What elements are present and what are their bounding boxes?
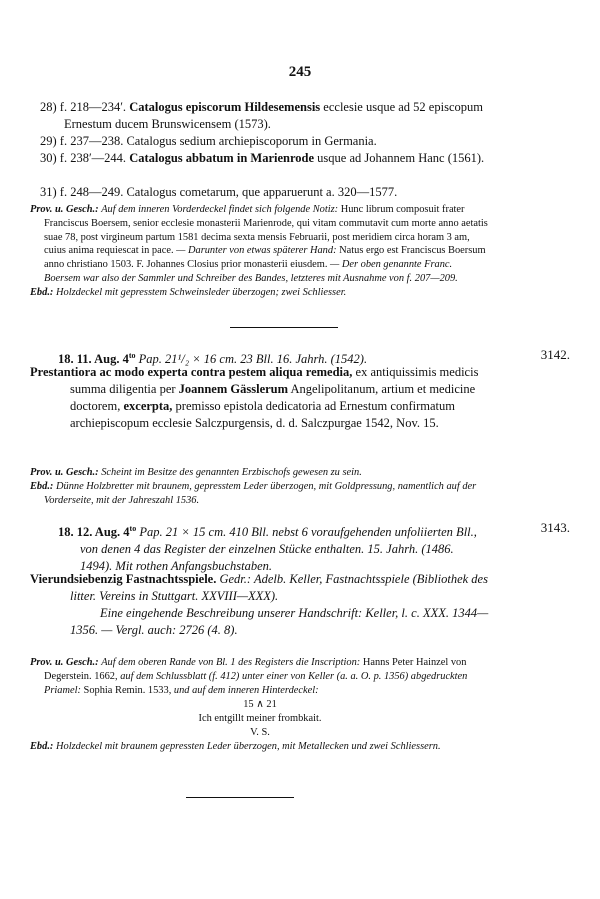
entry-shelfmark: 18. 11. Aug. 4 bbox=[58, 352, 129, 367]
catalogue-item-29 bbox=[40, 133, 495, 150]
item-number: 30) f. 238′—244. bbox=[40, 151, 127, 165]
catalogue-item-28 bbox=[40, 99, 495, 133]
format-sup: to bbox=[128, 351, 136, 360]
binding-label: Ebd.: bbox=[30, 480, 54, 492]
note-italic: auf dem Schlussblatt (f. 412) unter einer von Keller (a. a. O. p. 1356) abgedruckten Priamel: bbox=[44, 670, 468, 696]
entry-title bbox=[30, 364, 490, 432]
entry-number: 3142. bbox=[540, 347, 570, 362]
item-title: Catalogus episcorum Hildesemensis bbox=[129, 100, 321, 114]
note-italic: Auf dem inneren Vorderdeckel findet sich folgende Notiz: bbox=[101, 204, 339, 215]
item-text: Catalogus cometarum, que apparuerunt a. 320—1577. bbox=[126, 185, 398, 199]
note-italic: und auf dem inneren Hinterdeckel: bbox=[173, 684, 319, 696]
item-text: usque ad Johannem Hanc (1561). bbox=[317, 151, 485, 165]
provenance-note bbox=[30, 203, 490, 300]
entry-physical: Pap. 21 × 15 cm. 410 Bll. nebst 6 voraufgehenden unfoliierten Bll., von denen 4 das Register der einzelnen Stücke enthalten. 15. Jahrh. (1486. 1494). Mit rothen Anfangsbuchstaben. bbox=[80, 525, 477, 574]
item-number: 31) f. 248—249. bbox=[40, 185, 124, 199]
section-divider bbox=[230, 327, 338, 328]
binding-label: Ebd.: bbox=[30, 286, 54, 298]
binding-label: Ebd.: bbox=[30, 740, 54, 752]
item-title: Catalogus abbatum in Marienrode bbox=[129, 151, 315, 165]
entry-physical: Pap. 21¹/₂ × 16 cm. 23 Bll. 16. Jahrh. (1542). bbox=[138, 352, 368, 367]
title-text: premisso epistola dedicatoria ad Ernestum confirmatum archiepiscopum ecclesie Salczpurgensis, d. d. Salczpurgae 1542, Nov. 15. bbox=[70, 399, 455, 430]
note-italic: — Der oben genannte Franc. Boersem war also der Sammler und Schreiber des Bandes, letzteres mit Ausnahme von f. 207—209. bbox=[44, 259, 458, 284]
title-bold: Prestantiora ac modo experta contra pestem aliqua remedia, bbox=[30, 365, 353, 379]
entry-shelfmark: 18. 12. Aug. 4 bbox=[58, 525, 130, 540]
title-bold: Vierundsiebenzig Fastnachtsspiele. bbox=[30, 572, 217, 586]
item-text: ecclesie usque ad 52 episcopum Ernestum ducem Brunswicensem (1573). bbox=[64, 100, 483, 131]
note-text: Scheint im Besitze des genannten Erzbischofs gewesen zu sein. bbox=[101, 467, 362, 478]
author-name: Joannem Gässlerum bbox=[178, 382, 289, 396]
note-label: Prov. u. Gesch.: bbox=[30, 204, 99, 215]
note-text: Hanns Peter Hainzel von Degerstein. 1662, bbox=[44, 657, 467, 682]
inscription-line: 15 ∧ 21 bbox=[243, 699, 277, 711]
binding-text: Holzdeckel mit gepresstem Schweinsleder überzogen; zwei Schliesser. bbox=[56, 286, 347, 298]
item-text: Catalogus sedium archiepiscoporum in Germania. bbox=[126, 134, 377, 148]
inscription-line: V. S. bbox=[250, 726, 270, 738]
provenance-note bbox=[30, 656, 490, 754]
note-text: Hunc librum composuit frater Franciscus Boersem, senior ecclesie monasterii Marienrode, qui vitam commutavit cum morte anno aetatis suae 78, post virgineum partum 1581 decima sexta mensis Februarii, post meridiem circa horam 3 am, cuius anima requiescat in pace. bbox=[44, 204, 488, 257]
entry-number: 3143. bbox=[540, 520, 570, 535]
note-italic: Auf dem oberen Rande von Bl. 1 des Registers die Inscription: bbox=[101, 657, 361, 668]
catalogue-item-31 bbox=[40, 184, 495, 201]
format-sup: to bbox=[129, 524, 137, 533]
item-number: 28) f. 218—234′. bbox=[40, 100, 127, 114]
entry-title bbox=[30, 571, 490, 639]
title-text: Angelipolitanum, artium et medicine doctorem, bbox=[70, 382, 476, 413]
title-text: ex antiquissimis medicis summa diligentia per bbox=[70, 365, 479, 396]
entry-header bbox=[58, 520, 478, 575]
note-text: Natus ergo est Franciscus Boersum anno christiano 1503. F. Johannes Closius prior monasterii eiusdem. bbox=[44, 245, 486, 271]
note-label: Prov. u. Gesch.: bbox=[30, 657, 99, 668]
page-number: 245 bbox=[288, 64, 312, 80]
note-italic: — Darunter von etwas späterer Hand: bbox=[176, 245, 337, 257]
provenance-note bbox=[30, 466, 490, 507]
item-number: 29) f. 237—238. bbox=[40, 134, 124, 148]
note-text: Sophia Remin. 1533, bbox=[83, 684, 172, 696]
binding-text: Holzdeckel mit braunem gepressten Leder überzogen, mit Metallecken und zwei Schliessern. bbox=[56, 740, 441, 752]
title-bold: excerpta, bbox=[123, 399, 173, 413]
binding-text: Dünne Holzbretter mit braunem, gepresstem Leder überzogen, mit Goldpressung, namentlich auf der Vorderseite, mit der Jahreszahl 1536. bbox=[44, 480, 477, 506]
note-label: Prov. u. Gesch.: bbox=[30, 467, 99, 478]
section-divider bbox=[186, 797, 294, 798]
edition-note: Gedr.: Adelb. Keller, Fastnachtsspiele (Bibliothek des litter. Vereins in Stuttgart. XXVIII—XXX). bbox=[70, 572, 488, 603]
description-note: Eine eingehende Beschreibung unserer Handschrift: Keller, l. c. XXX. 1344—1356. — Vergl. auch: 2726 (4. 8). bbox=[70, 606, 489, 637]
catalogue-item-30 bbox=[40, 150, 495, 167]
inscription-line: Ich entgillt meiner frombkait. bbox=[198, 713, 322, 725]
